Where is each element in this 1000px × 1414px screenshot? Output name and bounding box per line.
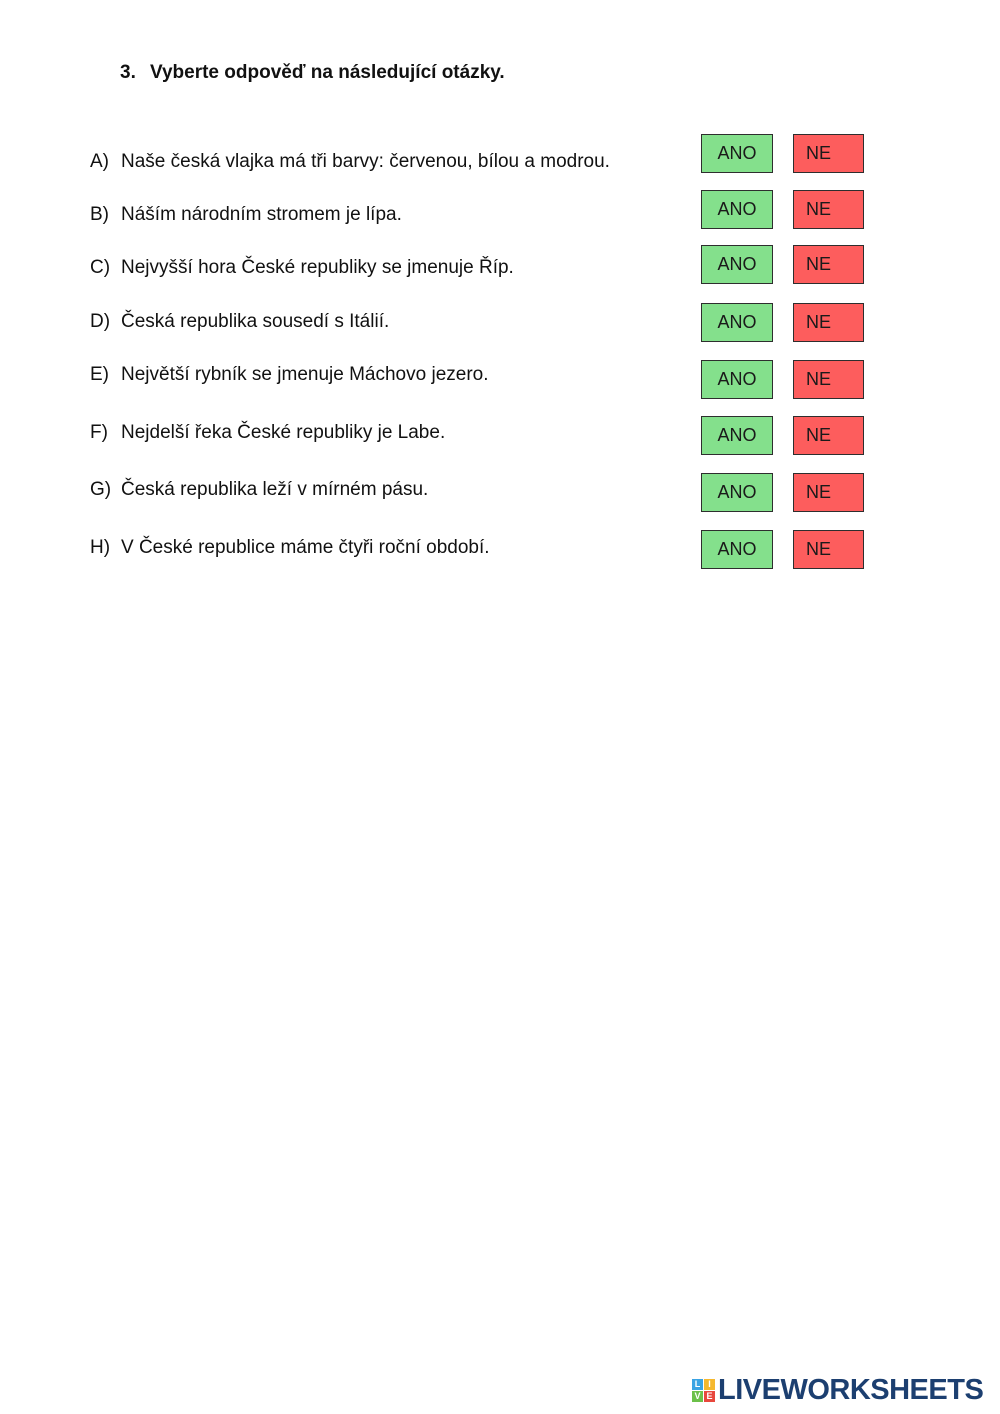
question-f [90, 422, 445, 444]
answer-yes-button-f[interactable]: ANO [701, 416, 773, 455]
answer-no-button-b[interactable]: NE [793, 190, 864, 229]
answer-no-button-d[interactable]: NE [793, 303, 864, 342]
answer-no-button-e[interactable]: NE [793, 360, 864, 399]
question-text: Největší rybník se jmenuje Máchovo jezero. [121, 364, 489, 385]
question-b [90, 204, 402, 226]
question-c [90, 257, 514, 279]
question-text: Česká republika leží v mírném pásu. [121, 479, 429, 500]
question-text: Nejdelší řeka České republiky je Labe. [121, 422, 446, 443]
answer-yes-button-h[interactable]: ANO [701, 530, 773, 569]
liveworksheets-logo [692, 1373, 984, 1406]
liveworksheets-logo-text: LIVEWORKSHEETS [718, 1373, 984, 1406]
question-letter: B) [90, 204, 109, 225]
answer-yes-button-c[interactable]: ANO [701, 245, 773, 284]
question-e [90, 364, 489, 386]
answer-no-button-g[interactable]: NE [793, 473, 864, 512]
answer-yes-button-d[interactable]: ANO [701, 303, 773, 342]
answer-yes-button-a[interactable]: ANO [701, 134, 773, 173]
answer-yes-button-b[interactable]: ANO [701, 190, 773, 229]
question-letter: D) [90, 311, 111, 332]
exercise-instruction: Vyberte odpověď na následující otázky. [150, 62, 505, 83]
exercise-heading [120, 62, 505, 84]
question-g [90, 479, 428, 501]
question-letter: C) [90, 257, 111, 278]
question-text: Nejvyšší hora České republiky se jmenuje Říp. [121, 257, 514, 278]
question-letter: A) [90, 151, 109, 172]
question-text: Náším národním stromem je lípa. [121, 204, 402, 225]
question-d [90, 311, 389, 333]
liveworksheets-logo-icon: L I V E [692, 1379, 715, 1402]
answer-no-button-a[interactable]: NE [793, 134, 864, 173]
question-letter: E) [90, 364, 109, 385]
answer-no-button-c[interactable]: NE [793, 245, 864, 284]
answer-yes-button-g[interactable]: ANO [701, 473, 773, 512]
question-text: V České republice máme čtyři roční období. [121, 537, 490, 558]
question-text: Česká republika sousedí s Itálií. [121, 311, 390, 332]
answer-no-button-f[interactable]: NE [793, 416, 864, 455]
answer-no-button-h[interactable]: NE [793, 530, 864, 569]
question-h [90, 537, 490, 559]
question-letter: G) [90, 479, 112, 500]
question-a [90, 151, 610, 173]
exercise-number: 3. [120, 62, 136, 83]
question-text: Naše česká vlajka má tři barvy: červenou, bílou a modrou. [121, 151, 610, 172]
question-letter: H) [90, 537, 111, 558]
question-letter: F) [90, 422, 108, 443]
answer-yes-button-e[interactable]: ANO [701, 360, 773, 399]
